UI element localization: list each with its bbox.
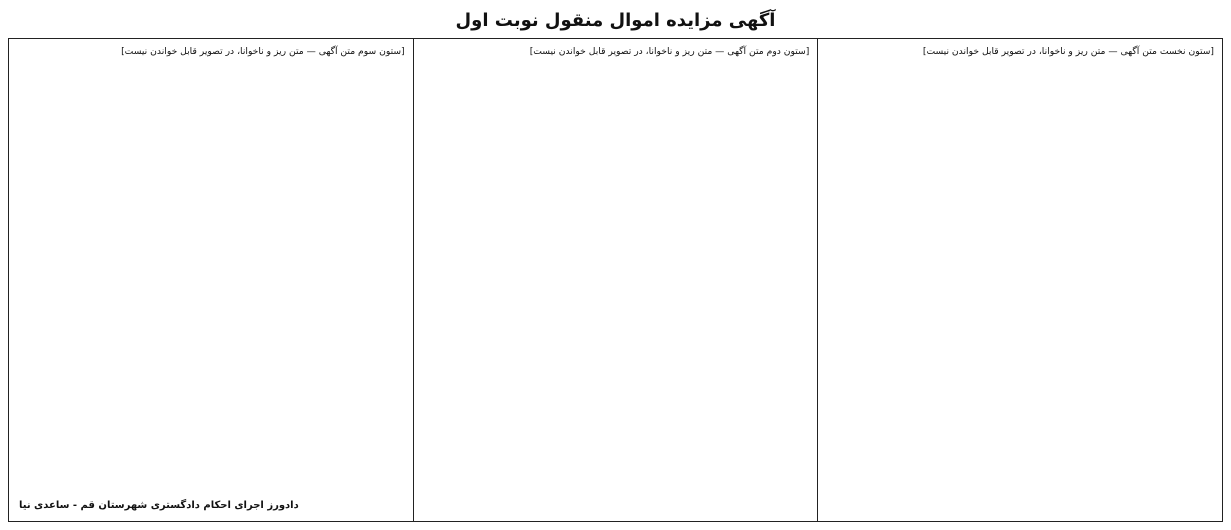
notice-body xyxy=(8,38,1223,522)
text-column-3 xyxy=(9,39,414,521)
text-column-1 xyxy=(818,39,1222,521)
notice-header xyxy=(8,6,1223,34)
column-text: [ستون نخست متن آگهی — متن ریز و ناخوانا، در تصویر قابل خواندن نیست] xyxy=(922,46,1214,57)
notice-title: آگهی مزایده اموال منقول نوبت اول xyxy=(455,9,776,31)
column-text: [ستون سوم متن آگهی — متن ریز و ناخوانا، در تصویر قابل خواندن نیست] xyxy=(121,46,405,57)
column-text: [ستون دوم متن آگهی — متن ریز و ناخوانا، در تصویر قابل خواندن نیست] xyxy=(529,46,810,57)
text-column-2 xyxy=(414,39,819,521)
signature-line: دادورز اجرای احکام دادگستری شهرستان قم - ساعدی نیا xyxy=(18,499,299,511)
